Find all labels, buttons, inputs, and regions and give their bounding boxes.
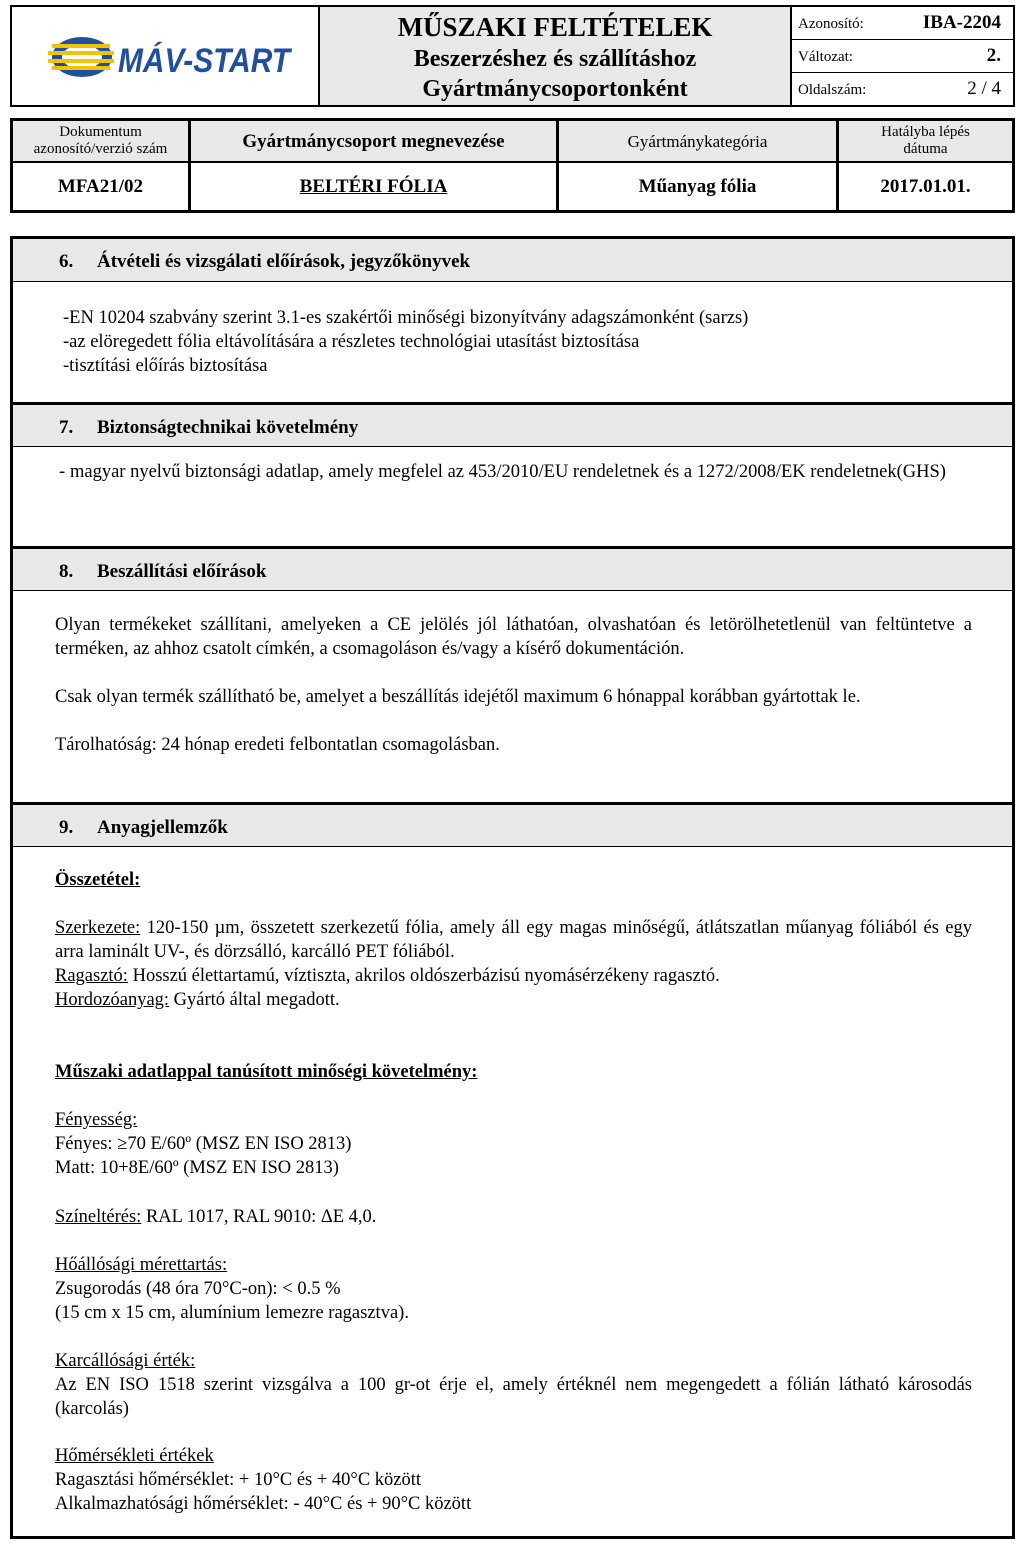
composition-heading: Összetétel: bbox=[55, 870, 141, 890]
divider bbox=[13, 590, 1012, 591]
section-8-number: 8. bbox=[59, 561, 74, 582]
col-date-header: Hatályba lépés dátuma bbox=[839, 121, 1012, 163]
heat-line-2: (15 cm x 15 cm, alumínium lemezre ragasztva). bbox=[55, 1303, 409, 1323]
document-body bbox=[10, 236, 1015, 1539]
scratch-label: Karcállósági érték: bbox=[55, 1351, 196, 1371]
carrier-line bbox=[55, 988, 340, 1012]
section-9-title: Anyagjellemzők bbox=[97, 817, 228, 838]
section-8-title: Beszállítási előírások bbox=[97, 561, 267, 582]
version-value: 2. bbox=[986, 45, 1001, 66]
temp-line-1: Ragasztási hőmérséklet: + 10°C és + 40°C között bbox=[55, 1470, 422, 1490]
scratch-text: Az EN ISO 1518 szerint vizsgálva a 100 gr-ot érje el, amely értéknél nem megengedett a fólián látható károsodás (karcolás) bbox=[55, 1375, 972, 1419]
structure-label: Szerkezete: bbox=[55, 918, 141, 938]
id-value: IBA-2204 bbox=[922, 12, 1001, 33]
section-6-item-3: -tisztítási előírás biztosítása bbox=[63, 356, 268, 376]
section-9-number: 9. bbox=[59, 817, 74, 838]
gloss-label: Fényesség: bbox=[55, 1110, 138, 1130]
color-text: RAL 1017, RAL 9010: ΔE 4,0. bbox=[141, 1207, 377, 1227]
quality-heading: Műszaki adatlappal tanúsított minőségi követelmény: bbox=[55, 1062, 478, 1082]
section-7-bullet: - bbox=[59, 462, 66, 482]
logo-text: MÁV-START bbox=[118, 42, 293, 80]
meta-id bbox=[792, 7, 1013, 40]
group-name-value: BELTÉRI FÓLIA bbox=[299, 175, 448, 197]
col-group-name-header: Gyártmánycsoport megnevezése bbox=[191, 121, 556, 163]
category-value: Műanyag fólia bbox=[638, 175, 757, 197]
col-date bbox=[839, 121, 1012, 210]
page-value: 2 / 4 bbox=[967, 78, 1001, 99]
section-6-title: Átvételi és vizsgálati előírások, jegyzőkönyvek bbox=[97, 251, 471, 272]
col-category bbox=[559, 121, 839, 210]
adhesive-text: Hosszú élettartamú, víztiszta, akrilos oldószerbázisú nyomásérzékeny ragasztó. bbox=[127, 966, 720, 986]
page-label: Oldalszám: bbox=[798, 82, 867, 98]
section-7-header bbox=[13, 405, 1012, 447]
section-7-text: magyar nyelvű biztonsági adatlap, amely megfelel az 453/2010/EU rendeletnek és a 1272/2008/EK rendeletnek(GHS) bbox=[70, 462, 946, 482]
section-6-item-1: -EN 10204 szabvány szerint 3.1-es szakértői minőségi bizonyítvány adagszámonként (sarzs) bbox=[63, 308, 749, 328]
color-line bbox=[55, 1205, 376, 1229]
meta-page bbox=[792, 73, 1013, 105]
col-doc-id bbox=[13, 121, 191, 210]
document-header bbox=[10, 5, 1015, 107]
color-label: Színeltérés: bbox=[55, 1207, 142, 1227]
section-7-number: 7. bbox=[59, 417, 74, 438]
gloss-line-2: Matt: 10+8E/60º (MSZ EN ISO 2813) bbox=[55, 1158, 339, 1178]
carrier-label: Hordozóanyag: bbox=[55, 990, 170, 1010]
effective-date-value: 2017.01.01. bbox=[880, 175, 971, 197]
heat-line-1: Zsugorodás (48 óra 70°C-on): < 0.5 % bbox=[55, 1279, 341, 1299]
logo-cell bbox=[12, 7, 320, 105]
carrier-text: Gyártó által megadott. bbox=[169, 990, 340, 1010]
temp-line-2: Alkalmazhatósági hőmérséklet: - 40°C és + 90°C között bbox=[55, 1494, 472, 1514]
section-7-title: Biztonságtechnikai követelmény bbox=[97, 417, 359, 438]
doc-subtitle-2: Gyártmánycsoportonként bbox=[422, 76, 688, 102]
structure-text: 120-150 µm, összetett szerkezetű fólia, amely áll egy magas minőségű, átlátszatlan műanyag fóliából és egy arra laminált UV-, és dörzsálló, karcálló PET fóliából. bbox=[55, 918, 972, 962]
section-6-header bbox=[13, 239, 1012, 281]
meta-version bbox=[792, 40, 1013, 73]
product-table bbox=[10, 118, 1015, 213]
doc-id-value: MFA21/02 bbox=[57, 175, 144, 197]
version-label: Változat: bbox=[798, 49, 853, 65]
divider bbox=[13, 446, 1012, 447]
heat-label: Hőállósági mérettartás: bbox=[55, 1255, 228, 1275]
doc-subtitle-1: Beszerzéshez és szállításhoz bbox=[413, 46, 697, 72]
section-6-number: 6. bbox=[59, 251, 74, 272]
col-category-header: Gyártmánykategória bbox=[559, 121, 836, 163]
id-label: Azonosító: bbox=[798, 16, 864, 32]
adhesive-line bbox=[55, 964, 720, 988]
col-doc-id-header: Dokumentum azonosító/verzió szám bbox=[13, 121, 188, 163]
col-group-name bbox=[191, 121, 559, 210]
section-9-header bbox=[13, 805, 1012, 847]
section-8-para-1: Olyan termékeket szállítani, amelyeken a CE jelölés jól láthatóan, olvashatóan és letörölhetetlenül van feltüntetve a terméken, az ahhoz csatolt címkén, a csomagoláson és/vagy a kísérő dokumentáción. bbox=[55, 615, 972, 659]
section-8-para-2: Csak olyan termék szállítható be, amelyet a beszállítás idejétől maximum 6 hónappal korábban gyártottak le. bbox=[55, 687, 861, 707]
doc-title: MŰSZAKI FELTÉTELEK bbox=[397, 12, 713, 42]
gloss-line-1: Fényes: ≥70 E/60º (MSZ EN ISO 2813) bbox=[55, 1134, 352, 1154]
temp-label: Hőmérsékleti értékek bbox=[55, 1446, 214, 1466]
divider bbox=[13, 846, 1012, 847]
adhesive-label: Ragasztó: bbox=[55, 966, 128, 986]
title-cell bbox=[320, 7, 792, 105]
structure-paragraph bbox=[55, 916, 972, 964]
mav-start-logo bbox=[48, 31, 298, 83]
section-6-item-2: -az elöregedett fólia eltávolítására a részletes technológiai utasítást biztosítása bbox=[63, 332, 640, 352]
section-8-header bbox=[13, 549, 1012, 591]
section-8-para-3: Tárolhatóság: 24 hónap eredeti felbontatlan csomagolásban. bbox=[55, 735, 500, 755]
divider bbox=[13, 281, 1012, 282]
